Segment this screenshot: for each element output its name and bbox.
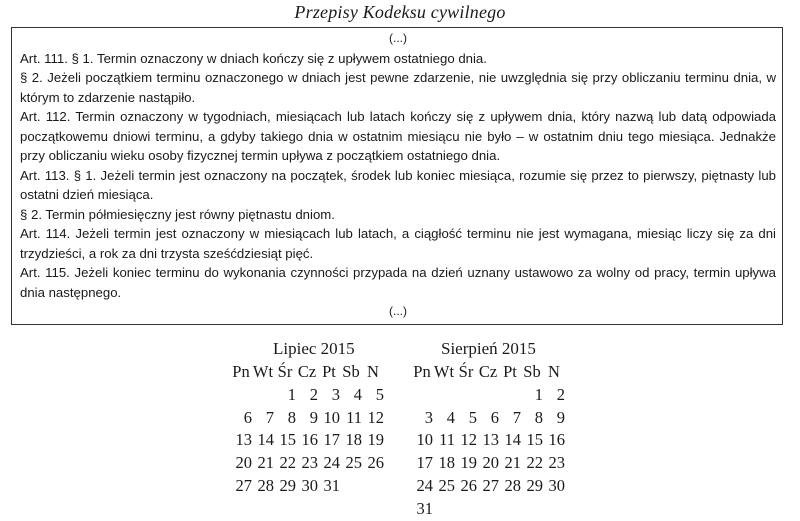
- calendar-day: 17: [323, 430, 340, 450]
- calendar-day: 29: [279, 475, 296, 495]
- calendar-day: 14: [504, 430, 521, 450]
- calendar-day: 28: [504, 475, 521, 495]
- calendar-day: 27: [482, 475, 499, 495]
- calendar-day: 23: [301, 453, 318, 473]
- weekday-header: Pn: [232, 362, 250, 381]
- weekday-header: N: [367, 362, 379, 381]
- calendar-day: 2: [556, 384, 565, 404]
- weekday-header: Śr: [458, 362, 474, 381]
- calendar-day: 9: [309, 407, 318, 427]
- article-112: Art. 112. Termin oznaczony w tygodniach, miesiącach lub latach kończy się z upływem dnia, który nazwą lub datą odpowiada początkowemu dniowi terminu, a gdyby takiego dnia w ostatnim miesiącu nie było – w ostatnim dniu tego miesiąca. Jednakże przy obliczaniu wieku osoby fizycznej termin upływa z początkiem ostatniego dnia.: [20, 109, 776, 163]
- article-111-section-2: § 2. Jeżeli początkiem terminu oznaczonego w dniach jest pewne zdarzenie, nie uwzględnia się przy obliczaniu terminu dnia, w którym to zdarzenie nastąpiło.: [20, 70, 776, 105]
- calendar-day: 26: [460, 475, 477, 495]
- page-title: Przepisy Kodeksu cywilnego: [294, 2, 506, 22]
- calendar-title: Lipiec 2015: [273, 339, 355, 358]
- calendar-day: 11: [346, 407, 362, 427]
- calendar-day: 15: [526, 430, 543, 450]
- article-111-section-1: Art. 111. § 1. Termin oznaczony w dniach kończy się z upływem ostatniego dnia.: [20, 50, 487, 66]
- calendar-day: 22: [526, 453, 543, 473]
- weekday-header: Pn: [413, 362, 431, 381]
- calendar-day: 8: [287, 407, 296, 427]
- calendar-day: 5: [468, 407, 477, 427]
- calendar-day: 23: [548, 453, 565, 473]
- civil-code-excerpt: [11, 27, 783, 325]
- calendar-day: 20: [482, 453, 499, 473]
- calendar-day: 13: [482, 430, 499, 450]
- calendar-grid: [411, 361, 565, 521]
- ellipsis-bottom: (...): [389, 304, 407, 318]
- calendar-day: 30: [548, 475, 565, 495]
- article-115: Art. 115. Jeżeli koniec terminu do wykonania czynności przypada na dzień uznany ustawowo za wolny od pracy, termin upływa dnia następnego.: [20, 265, 776, 300]
- calendar-day: 16: [301, 430, 318, 450]
- calendar-grid: [230, 361, 384, 498]
- calendar-day: 20: [235, 453, 252, 473]
- article-113-section-2: § 2. Termin półmiesięczny jest równy piętnastu dniom.: [20, 206, 335, 222]
- calendar-day: 18: [345, 430, 362, 450]
- calendar-day: 11: [439, 430, 455, 450]
- weekday-header: Pt: [503, 362, 517, 381]
- calendar-day: 31: [323, 475, 340, 495]
- calendar-day: 30: [301, 475, 318, 495]
- calendar-day: 21: [257, 453, 274, 473]
- calendar-day: 4: [446, 407, 455, 427]
- calendar-day: 15: [279, 430, 296, 450]
- calendar-day: 7: [512, 407, 521, 427]
- calendar-day: 27: [235, 475, 252, 495]
- calendar-day: 25: [345, 453, 362, 473]
- calendar-august-2015: [411, 336, 565, 521]
- calendar-day: 10: [416, 430, 433, 450]
- calendar-day: 25: [438, 475, 455, 495]
- calendar-day: 26: [367, 453, 384, 473]
- calendar-day: 9: [556, 407, 565, 427]
- weekday-header: Cz: [478, 362, 498, 381]
- calendar-day: 24: [323, 453, 340, 473]
- calendar-day: 6: [490, 407, 499, 427]
- calendar-day: 1: [534, 384, 543, 404]
- calendar-day: 14: [257, 430, 274, 450]
- calendar-day: 12: [460, 430, 477, 450]
- calendar-day: 7: [265, 407, 274, 427]
- weekday-header: Sb: [342, 362, 360, 381]
- calendar-day: 24: [416, 475, 433, 495]
- article-114: Art. 114. Jeżeli termin jest oznaczony w miesiącach lub latach, a ciągłość terminu nie jest wymagana, miesiąc liczy się za dni trzydzieści, a rok za dni trzysta sześćdziesiąt pięć.: [20, 226, 776, 261]
- calendar-day: 18: [438, 453, 455, 473]
- calendar-day: 29: [526, 475, 543, 495]
- calendar-day: 3: [331, 384, 340, 404]
- calendar-day: 3: [424, 407, 433, 427]
- calendar-day: 19: [367, 430, 384, 450]
- calendar-day: 5: [375, 384, 384, 404]
- calendar-day: 21: [504, 453, 521, 473]
- calendar-july-2015: [230, 336, 384, 498]
- calendar-day: 4: [353, 384, 362, 404]
- calendar-day: 19: [460, 453, 477, 473]
- calendar-day: 12: [367, 407, 384, 427]
- weekday-header: Cz: [297, 362, 317, 381]
- calendar-day: 8: [534, 407, 543, 427]
- weekday-header: Śr: [277, 362, 293, 381]
- calendar-day: 22: [279, 453, 296, 473]
- calendar-day: 28: [257, 475, 274, 495]
- calendar-day: 13: [235, 430, 252, 450]
- weekday-header: Wt: [252, 362, 274, 381]
- weekday-header: Wt: [433, 362, 455, 381]
- calendar-day: 2: [309, 384, 318, 404]
- calendar-day: 31: [416, 498, 433, 518]
- calendar-title: Sierpień 2015: [441, 339, 536, 358]
- calendar-day: 6: [243, 407, 252, 427]
- calendar-day: 1: [287, 384, 296, 404]
- weekday-header: Pt: [322, 362, 336, 381]
- calendar-day: 17: [416, 453, 433, 473]
- calendar-day: 16: [548, 430, 565, 450]
- article-113-section-1: Art. 113. § 1. Jeżeli termin jest oznaczony na początek, środek lub koniec miesiąca, rozumie się przez to pierwszy, piętnasty lub ostatni dzień miesiąca.: [20, 167, 776, 202]
- ellipsis-top: (...): [389, 31, 407, 45]
- weekday-header: Sb: [523, 362, 541, 381]
- weekday-header: N: [548, 362, 560, 381]
- calendar-day: 10: [323, 407, 340, 427]
